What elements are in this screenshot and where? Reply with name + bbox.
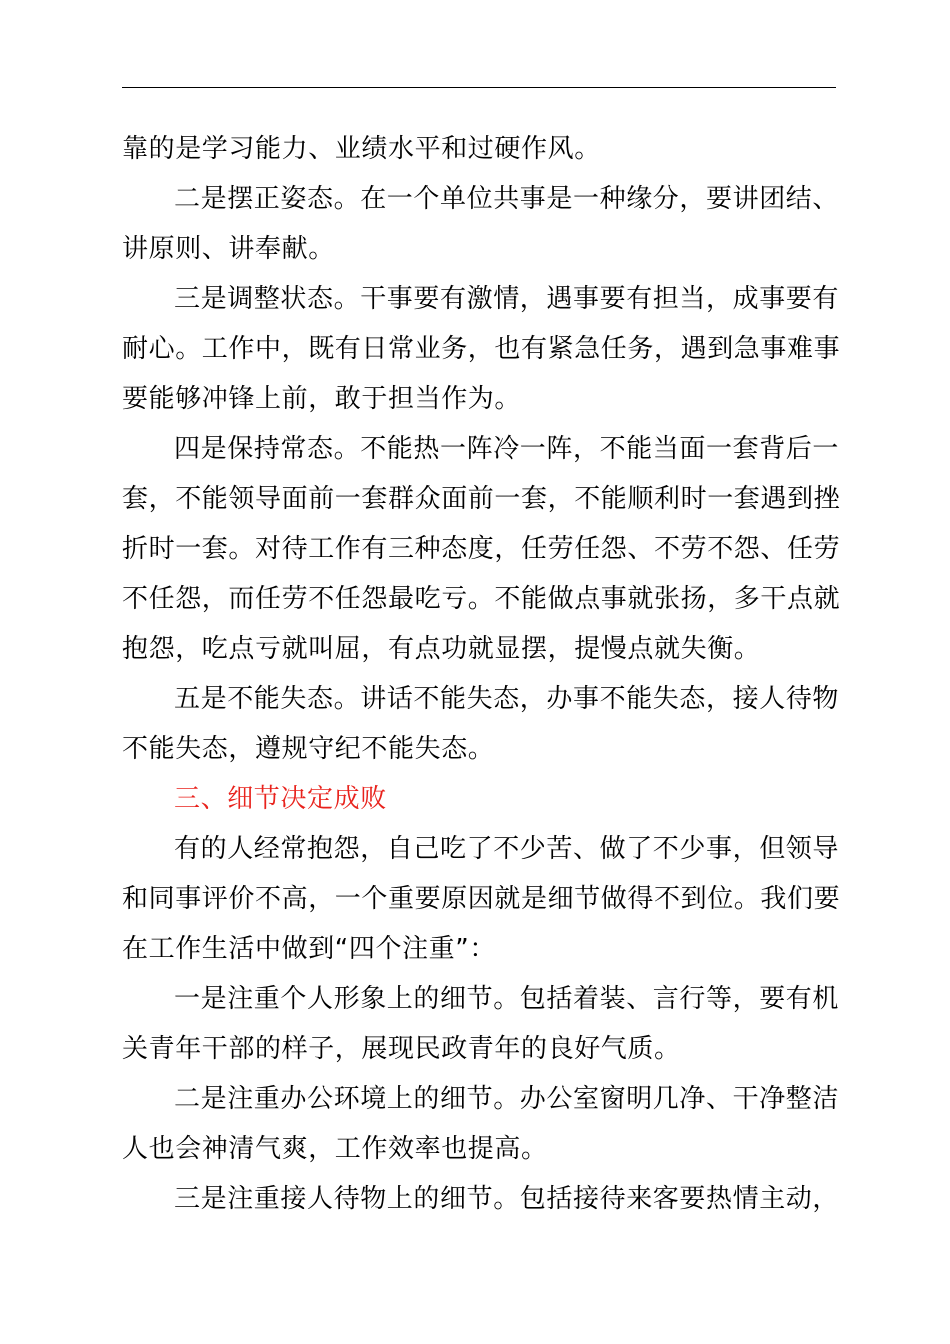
document-body xyxy=(122,124,841,1224)
section-heading: 三、细节决定成败 xyxy=(174,784,387,814)
text-line: 套，不能领导面前一套群众面前一套，不能顺利时一套遇到挫 xyxy=(122,484,841,514)
text-line: 四是保持常态。不能热一阵冷一阵，不能当面一套背后一 xyxy=(174,434,840,464)
text-line: 耐心。工作中，既有日常业务，也有紧急任务，遇到急事难事 xyxy=(122,334,841,364)
text-line: 和同事评价不高，一个重要原因就是细节做得不到位。我们要 xyxy=(122,884,841,914)
header-rule xyxy=(122,87,836,88)
text-line: 有的人经常抱怨，自己吃了不少苦、做了不少事，但领导 xyxy=(174,834,840,864)
text-line: 关青年干部的样子，展现民政青年的良好气质。 xyxy=(122,1034,681,1064)
text-line: 靠的是学习能力、业绩水平和过硬作风。 xyxy=(122,134,601,164)
text-line: 三是调整状态。干事要有激情，遇事要有担当，成事要有 xyxy=(174,284,840,314)
text-line: 折时一套。对待工作有三种态度，任劳任怨、不劳不怨、任劳 xyxy=(122,534,841,564)
text-line: 二是摆正姿态。在一个单位共事是一种缘分，要讲团结、 xyxy=(174,184,840,214)
text-line: 五是不能失态。讲话不能失态，办事不能失态，接人待物 xyxy=(174,684,840,714)
text-line: 三是注重接人待物上的细节。包括接待来客要热情主动， xyxy=(174,1184,840,1214)
text-line: 要能够冲锋上前，敢于担当作为。 xyxy=(122,384,522,414)
text-line: 不任怨，而任劳不任怨最吃亏。不能做点事就张扬，多干点就 xyxy=(122,584,841,614)
text-line: 抱怨，吃点亏就叫屈，有点功就显摆，提慢点就失衡。 xyxy=(122,634,761,664)
text-line: 不能失态，遵规守纪不能失态。 xyxy=(122,734,495,764)
text-line: 人也会神清气爽，工作效率也提高。 xyxy=(122,1134,548,1164)
text-line: 讲原则、讲奉献。 xyxy=(122,234,335,264)
text-line: 二是注重办公环境上的细节。办公室窗明几净、干净整洁 xyxy=(174,1084,840,1114)
text-line: 在工作生活中做到“四个注重”： xyxy=(122,934,496,964)
text-line: 一是注重个人形象上的细节。包括着装、言行等，要有机 xyxy=(174,984,840,1014)
